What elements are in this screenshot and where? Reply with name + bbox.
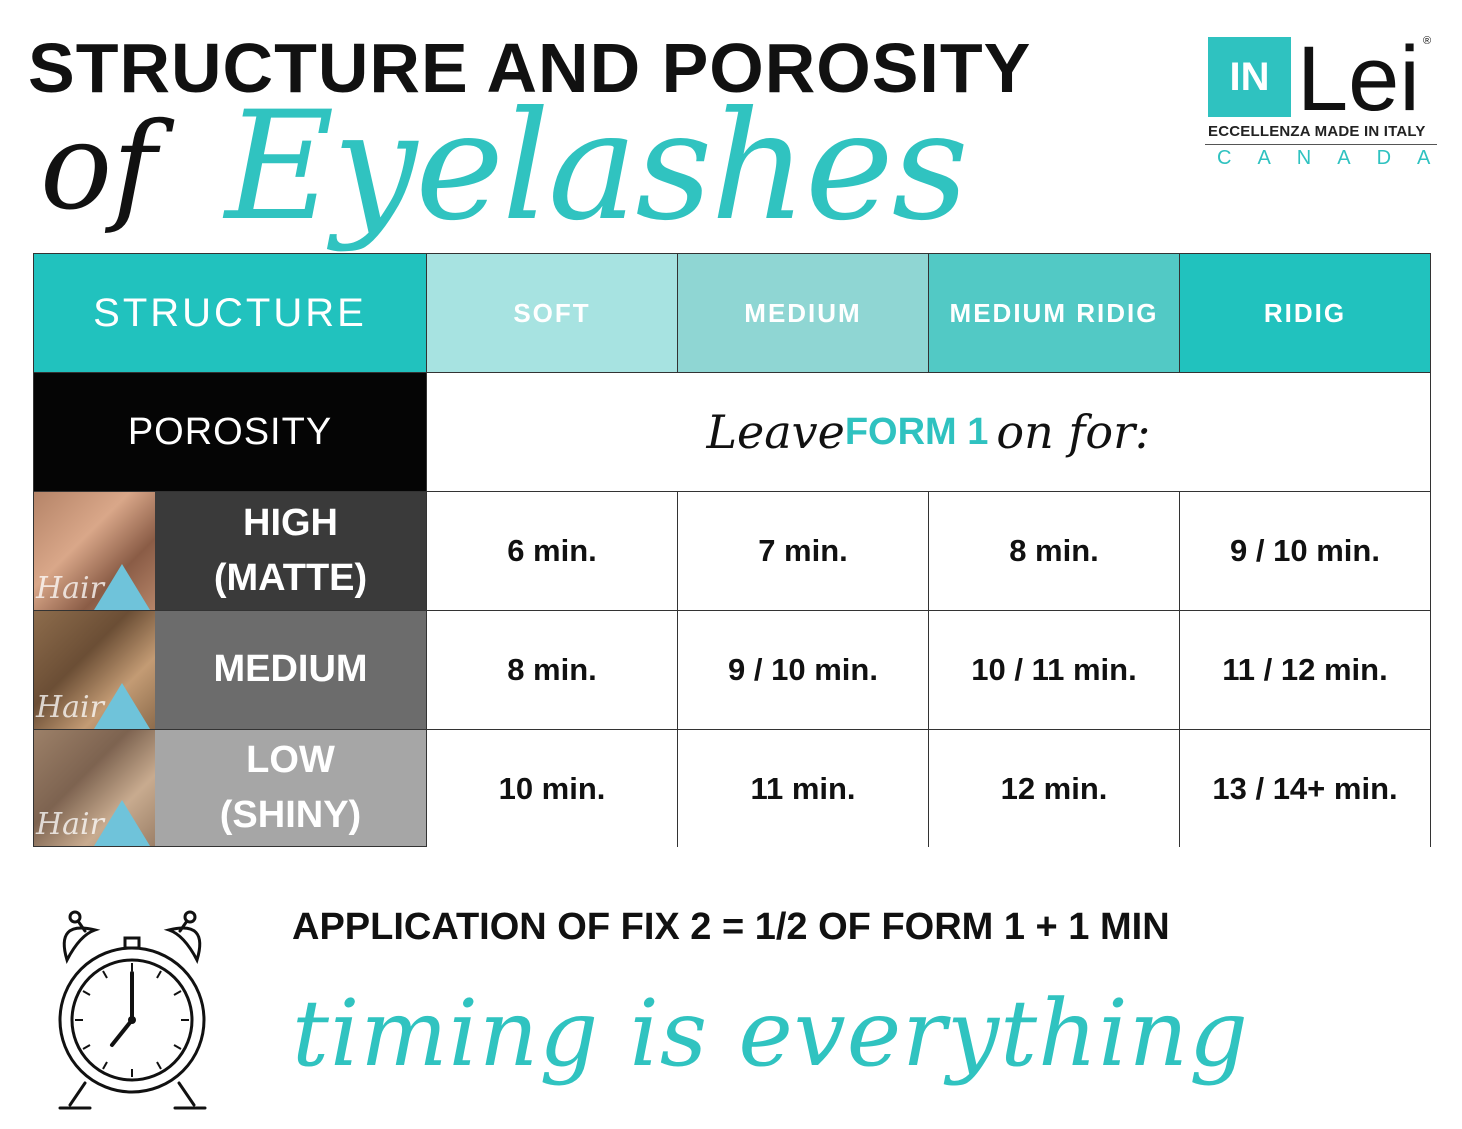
timing-value-cell: 13 / 14+ min. xyxy=(1180,730,1430,847)
inlei-logo xyxy=(1205,28,1457,175)
timing-value-cell: 12 min. xyxy=(929,730,1180,847)
leave-text: Leave xyxy=(706,405,845,459)
porosity-level: LOW xyxy=(246,738,335,781)
thumbnail-hair-text: Hair xyxy=(36,690,104,725)
registered-mark: ® xyxy=(1423,35,1432,47)
structure-header: STRUCTURE xyxy=(34,254,427,373)
timing-value-cell: 10 / 11 min. xyxy=(929,611,1180,730)
porosity-level: HIGH xyxy=(243,501,338,544)
porosity-header: POROSITY xyxy=(34,373,427,492)
script-of: of xyxy=(40,98,157,237)
timing-value-cell: 10 min. xyxy=(427,730,678,847)
on-for-text: on for: xyxy=(996,405,1151,459)
logo-lei-text: Lei xyxy=(1297,28,1420,130)
column-header-medium: MEDIUM xyxy=(678,254,929,373)
timing-table xyxy=(33,253,1431,847)
porosity-row-label xyxy=(155,611,427,730)
hair-porosity-thumbnail xyxy=(34,492,155,611)
timing-value-cell: 9 / 10 min. xyxy=(1180,492,1430,611)
hair-porosity-thumbnail xyxy=(34,611,155,730)
timing-value-cell: 7 min. xyxy=(678,492,929,611)
leave-form-banner xyxy=(427,373,1430,492)
column-header-medium-ridig: MEDIUM RIDIG xyxy=(929,254,1180,373)
column-header-ridig: RIDIG xyxy=(1180,254,1430,373)
timing-value-cell: 8 min. xyxy=(929,492,1180,611)
timing-value-cell: 9 / 10 min. xyxy=(678,611,929,730)
porosity-row-label xyxy=(155,730,427,847)
porosity-level: MEDIUM xyxy=(213,648,368,691)
timing-value-cell: 6 min. xyxy=(427,492,678,611)
timing-tagline: timing is everything xyxy=(292,980,1249,1087)
porosity-finish: (MATTE) xyxy=(213,557,368,599)
page-title: STRUCTURE AND POROSITY xyxy=(28,29,1032,107)
logo-tagline: ECCELLENZA MADE IN ITALY xyxy=(1208,123,1426,140)
alarm-clock-icon xyxy=(45,905,220,1115)
hair-porosity-thumbnail xyxy=(34,730,155,847)
timing-value-cell: 8 min. xyxy=(427,611,678,730)
script-eyelashes: Eyelashes xyxy=(225,80,967,254)
thumbnail-hair-text: Hair xyxy=(36,807,104,842)
logo-country: CANADA xyxy=(1217,147,1457,169)
logo-in-box: IN xyxy=(1208,37,1291,117)
porosity-finish: (SHINY) xyxy=(219,794,362,836)
form-1-text: FORM 1 xyxy=(844,410,989,453)
column-header-soft: SOFT xyxy=(427,254,678,373)
fix-2-formula: APPLICATION OF FIX 2 = 1/2 OF FORM 1 + 1 MIN xyxy=(292,906,1170,948)
logo-divider xyxy=(1205,144,1437,145)
timing-value-cell: 11 min. xyxy=(678,730,929,847)
timing-value-cell: 11 / 12 min. xyxy=(1180,611,1430,730)
porosity-row-label xyxy=(155,492,427,611)
thumbnail-hair-text: Hair xyxy=(36,571,104,606)
